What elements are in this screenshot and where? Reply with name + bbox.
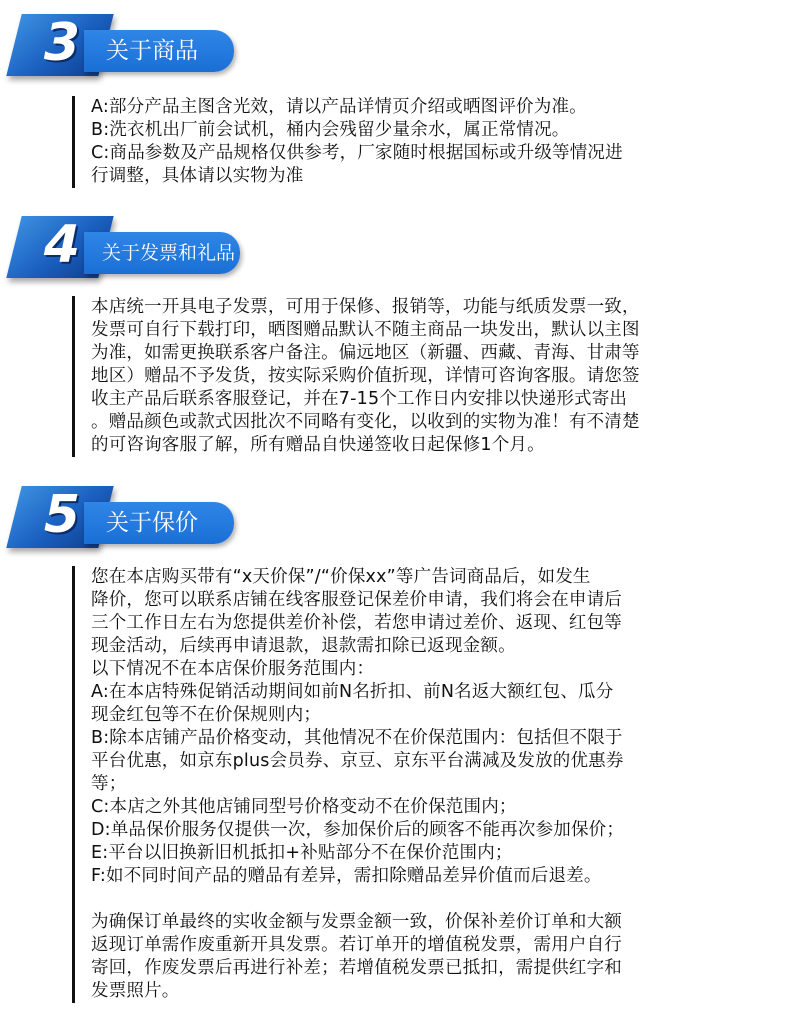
section-body — [72, 296, 751, 457]
text-line: 为确保订单最终的实收金额与发票金额一致，价保补差价订单和大额 — [91, 912, 622, 932]
text-line: 的可咨询客服了解，所有赠品自快递签收日起保修1个月。 — [91, 435, 545, 455]
text-line: 寄回，作废发票后再进行补差；若增值税发票已抵扣，需提供红字和 — [91, 958, 622, 978]
section-title: 关于商品 — [106, 38, 198, 64]
section-number: 4 — [43, 215, 81, 275]
section-title: 关于发票和礼品 — [102, 242, 236, 264]
text-line: B:洗衣机出厂前会试机，桶内会残留少量余水，属正常情况。 — [91, 120, 570, 140]
text-line: 收主产品后联系客服登记，并在7-15个工作日内安排以快递形式寄出 — [91, 389, 628, 409]
title-banner — [84, 232, 240, 274]
title-banner — [84, 502, 234, 544]
text-line: 。赠品颜色或款式因批次不同略有变化，以收到的实物为准！有不清楚 — [91, 412, 640, 432]
text-line: A:在本店特殊促销活动期间如前N名折扣、前N名返大额红包、瓜分 — [91, 682, 614, 702]
text-line: 行调整，具体请以实物为准 — [91, 166, 304, 186]
section-header — [14, 216, 274, 286]
text-line: D:单品保价服务仅提供一次，参加保价后的顾客不能再次参加保价； — [91, 820, 625, 840]
text-line: 返现订单需作废重新开具发票。若订单开的增值税发票，需用户自行 — [91, 935, 622, 955]
text-line: B:除本店铺产品价格变动，其他情况不在价保范围内：包括但不限于 — [91, 728, 623, 748]
text-line: E:平台以旧换新旧机抵扣+补贴部分不在保价范围内； — [91, 843, 513, 863]
text-line: C:商品参数及产品规格仅供参考，厂家随时根据国标或升级等情况进 — [91, 143, 623, 163]
text-line: 您在本店购买带有“x天价保”/“价保xx”等广告词商品后，如发生 — [91, 567, 591, 587]
section-number: 3 — [43, 13, 81, 73]
text-line: F:如不同时间产品的赠品有差异，需扣除赠品差异价值而后退差。 — [91, 866, 602, 886]
title-banner — [84, 30, 234, 72]
text-line: 地区）赠品不予发货，按实际采购价值折现，详情可咨询客服。请您签 — [91, 366, 640, 386]
text-line: 以下情况不在本店保价服务范围内： — [91, 659, 375, 679]
blank-line — [91, 888, 751, 911]
text-line: 等； — [91, 774, 127, 794]
text-line: 发票照片。 — [91, 981, 180, 1001]
text-line: 本店统一开具电子发票，可用于保修、报销等，功能与纸质发票一致， — [91, 297, 640, 317]
text-line: 现金红包等不在价保规则内； — [91, 705, 322, 725]
section-number: 5 — [43, 485, 81, 545]
text-line: 现金活动，后续再申请退款，退款需扣除已返现金额。 — [91, 636, 516, 656]
text-line: 发票可自行下载打印，晒图赠品默认不随主商品一块发出，默认以主图 — [91, 320, 640, 340]
section-body — [72, 96, 751, 188]
text-line: 平台优惠，如京东plus会员券、京豆、京东平台满减及发放的优惠券 — [91, 751, 624, 771]
text-line: 为准，如需更换联系客户备注。偏远地区（新疆、西藏、青海、甘肃等 — [91, 343, 640, 363]
text-line: 降价，您可以联系店铺在线客服登记保差价申请，我们将会在申请后 — [91, 590, 622, 610]
section-header — [14, 486, 274, 556]
text-line: A:部分产品主图含光效，请以产品详情页介绍或晒图评价为准。 — [91, 97, 587, 117]
section-header — [14, 14, 274, 84]
section-body — [72, 566, 751, 1003]
section-title: 关于保价 — [106, 510, 198, 536]
text-line: 三个工作日左右为您提供差价补偿，若您申请过差价、返现、红包等 — [91, 613, 622, 633]
text-line: C:本店之外其他店铺同型号价格变动不在价保范围内； — [91, 797, 517, 817]
